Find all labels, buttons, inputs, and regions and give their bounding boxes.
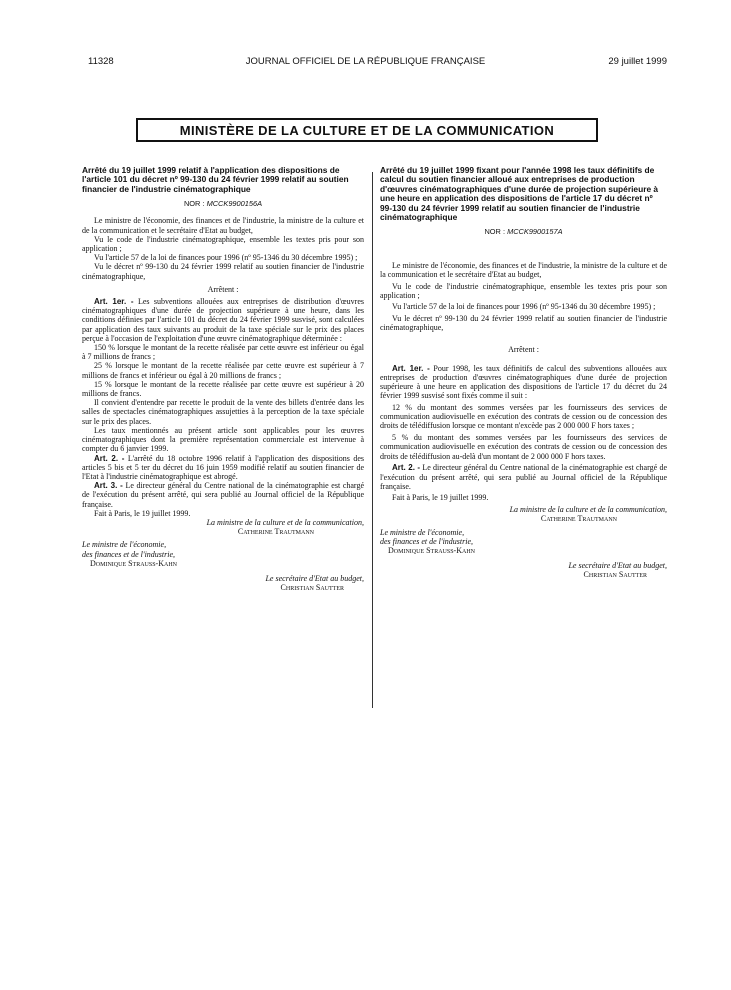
right-sig3-role: Le secrétaire d'Etat au budget,	[568, 561, 667, 571]
right-nor-label: NOR :	[484, 227, 505, 237]
right-arretent: Arrêtent :	[508, 344, 539, 354]
issue-date: 29 juillet 1999	[608, 56, 667, 67]
left-article-2	[82, 454, 364, 482]
left-intro-3: Vu le décret nº 99-130 du 24 février 1999 relatif au soutien financier de l'industrie cinématographique,	[82, 262, 364, 281]
right-sig3-name: Christian Sautter	[583, 570, 647, 580]
right-art2-text: Le directeur général du Centre national de la cinématographie est chargé de l'exécution du présent arrêté, qui sera publié au Journal officiel de la République française.	[380, 463, 667, 491]
right-sig2-name: Dominique Strauss-Kahn	[388, 545, 476, 555]
ministry-banner	[136, 118, 598, 142]
left-article-3	[82, 481, 364, 509]
right-sig2-role-1: Le ministre de l'économie,	[380, 527, 465, 537]
left-art1-item-2: 15 % lorsque le montant de la recette réalisée par cette œuvre est supérieur à 20 millions de francs.	[82, 379, 364, 399]
left-art1-item-3: Il convient d'entendre par recette le produit de la vente des billets d'entrée dans les salles de spectacles cinématographiques assujetties à la perception de la taxe spéciale sur le prix des places.	[82, 398, 364, 426]
left-intro-0: Le ministre de l'économie, des finances et de l'industrie, la ministre de la culture et de la communication et le secrétaire d'Etat au budget,	[82, 216, 364, 235]
left-arretent: Arrêtent :	[207, 284, 239, 294]
left-sig3-role: Le secrétaire d'Etat au budget,	[265, 573, 364, 583]
right-article-2	[380, 463, 667, 491]
left-intro-2: Vu l'article 57 de la loi de finances pour 1996 (nº 95-1346 du 30 décembre 1995) ;	[94, 253, 358, 263]
left-art1-item-4: Les taux mentionnés au présent article sont applicables pour les œuvres cinématographiques dont la première représentation commerciale est intervenue à compter du 6 janvier 1999.	[82, 425, 364, 454]
right-sig1-name: Catherine Trautmann	[540, 514, 617, 524]
left-nor	[82, 199, 364, 208]
left-intro-1: Vu le code de l'industrie cinématographique, ensemble les textes pris pour son application ;	[82, 234, 364, 254]
right-column	[380, 166, 667, 580]
right-done: Fait à Paris, le 19 juillet 1999.	[392, 493, 489, 503]
right-intro-3: Vu le décret nº 99-130 du 24 février 1999 relatif au soutien financier de l'industrie cinématographique,	[380, 314, 667, 333]
left-art2-label: Art. 2. -	[94, 453, 125, 463]
left-sig2-name: Dominique Strauss-Kahn	[90, 558, 178, 568]
right-nor-code: MCCK9900157A	[507, 227, 563, 237]
right-art1-label: Art. 1er. -	[392, 363, 430, 373]
right-sig2-role-2: des finances et de l'industrie,	[380, 536, 474, 546]
right-art1-item-0: 12 % du montant des sommes versées par les fournisseurs des services de communication audiovisuelle en exécution des contrats de cession ou de concession des droits de télédiffusion lorsque ce montant n'excède pas 2 000 000 F hors taxes ;	[380, 403, 667, 431]
left-nor-label: NOR :	[183, 199, 205, 209]
left-art1-item-1: 25 % lorsque le montant de la recette réalisée par cette œuvre est supérieur à 7 millions de francs et inférieur ou égal à 20 millions de francs ;	[82, 361, 364, 380]
right-intro-2: Vu l'article 57 de la loi de finances pour 1996 (nº 95-1346 du 30 décembre 1995) ;	[392, 302, 656, 312]
left-column	[82, 166, 364, 592]
right-art1-item-1: 5 % du montant des sommes versées par les fournisseurs des services de communication audiovisuelle en exécution des contrats de cession ou de concession des droits de télédiffusion au-delà d'un montant de 2 000 000 F hors taxes.	[380, 433, 667, 461]
right-decree-title: Arrêté du 19 juillet 1999 fixant pour l'année 1998 les taux définitifs de calcul du soutien financier alloué aux entreprises de production d'œuvres cinématographiques d'une durée de projection supérieure à une heure en application des dispositions de l'article 17 du décret nº 99-130 du 24 février 1999 relatif au soutien financier de l'industrie cinématographique	[380, 165, 659, 223]
left-sig1-name: Catherine Trautmann	[237, 527, 314, 537]
left-art1-text: Les subventions allouées aux entreprises de distribution d'œuvres cinématographiques d'une durée de projection supérieure à une heure, dans les conditions définies par l'article 101 du décret du 24 février 1999 susvisé, sont calculées par application des taux suivants au produit de la taxe spéciale sur le prix des places perçue à l'occasion de l'exploitation d'une œuvre cinématographique déterminée :	[82, 297, 365, 343]
left-done: Fait à Paris, le 19 juillet 1999.	[94, 508, 191, 518]
left-sig2-role-1: Le ministre de l'économie,	[82, 540, 167, 550]
right-nor	[380, 227, 667, 236]
left-article-1	[82, 297, 364, 343]
left-sig1-role: La ministre de la culture et de la communication,	[206, 517, 364, 527]
left-art3-text: Le directeur général du Centre national de la cinématographie est chargé de l'exécution du présent arrêté, qui sera publié au Journal officiel de la République française.	[82, 481, 365, 509]
left-decree-title: Arrêté du 19 juillet 1999 relatif à l'application des dispositions de l'article 101 du décret nº 99-130 du 24 février 1999 relatif au soutien financier de l'industrie cinématographique	[82, 165, 349, 194]
right-art2-label: Art. 2. -	[392, 463, 421, 473]
right-article-1	[380, 364, 667, 401]
page-number: 11328	[88, 56, 114, 67]
left-sig2-role-2: des finances et de l'industrie,	[82, 549, 176, 559]
left-art1-label: Art. 1er. -	[94, 297, 134, 307]
right-art1-text: Pour 1998, les taux définitifs de calcul des subventions allouées aux entreprises de production d'œuvres cinématographiques d'une durée de projection supérieure à une heure en application des dispositions de l'article 17 du décret du 24 février 1999 susvisé sont fixés comme il suit :	[380, 363, 668, 401]
column-divider	[372, 172, 373, 708]
journal-title: JOURNAL OFFICIEL DE LA RÉPUBLIQUE FRANÇAISE	[245, 56, 486, 67]
right-intro-0: Le ministre de l'économie, des finances et de l'industrie, la ministre de la culture et de la communication et le secrétaire d'Etat au budget,	[380, 260, 667, 279]
left-art1-item-0: 150 % lorsque le montant de la recette réalisée par cette œuvre est inférieur ou égal à 7 millions de francs ;	[82, 343, 364, 362]
left-sig3-name: Christian Sautter	[280, 583, 344, 593]
ministry-title: MINISTÈRE DE LA CULTURE ET DE LA COMMUNICATION	[179, 122, 555, 138]
left-art3-label: Art. 3. -	[94, 481, 123, 491]
right-intro-1: Vu le code de l'industrie cinématographique, ensemble les textes pris pour son application ;	[380, 281, 667, 300]
left-art2-text: L'arrêté du 18 octobre 1996 relatif à l'application des dispositions des articles 5 bis et 5 ter du décret du 16 juin 1959 modifié relatif au soutien financier de l'Etat à l'industrie cinématographique est abrogé.	[82, 453, 365, 481]
right-sig1-role: La ministre de la culture et de la communication,	[509, 505, 667, 515]
left-nor-code: MCCK9900156A	[206, 199, 263, 209]
